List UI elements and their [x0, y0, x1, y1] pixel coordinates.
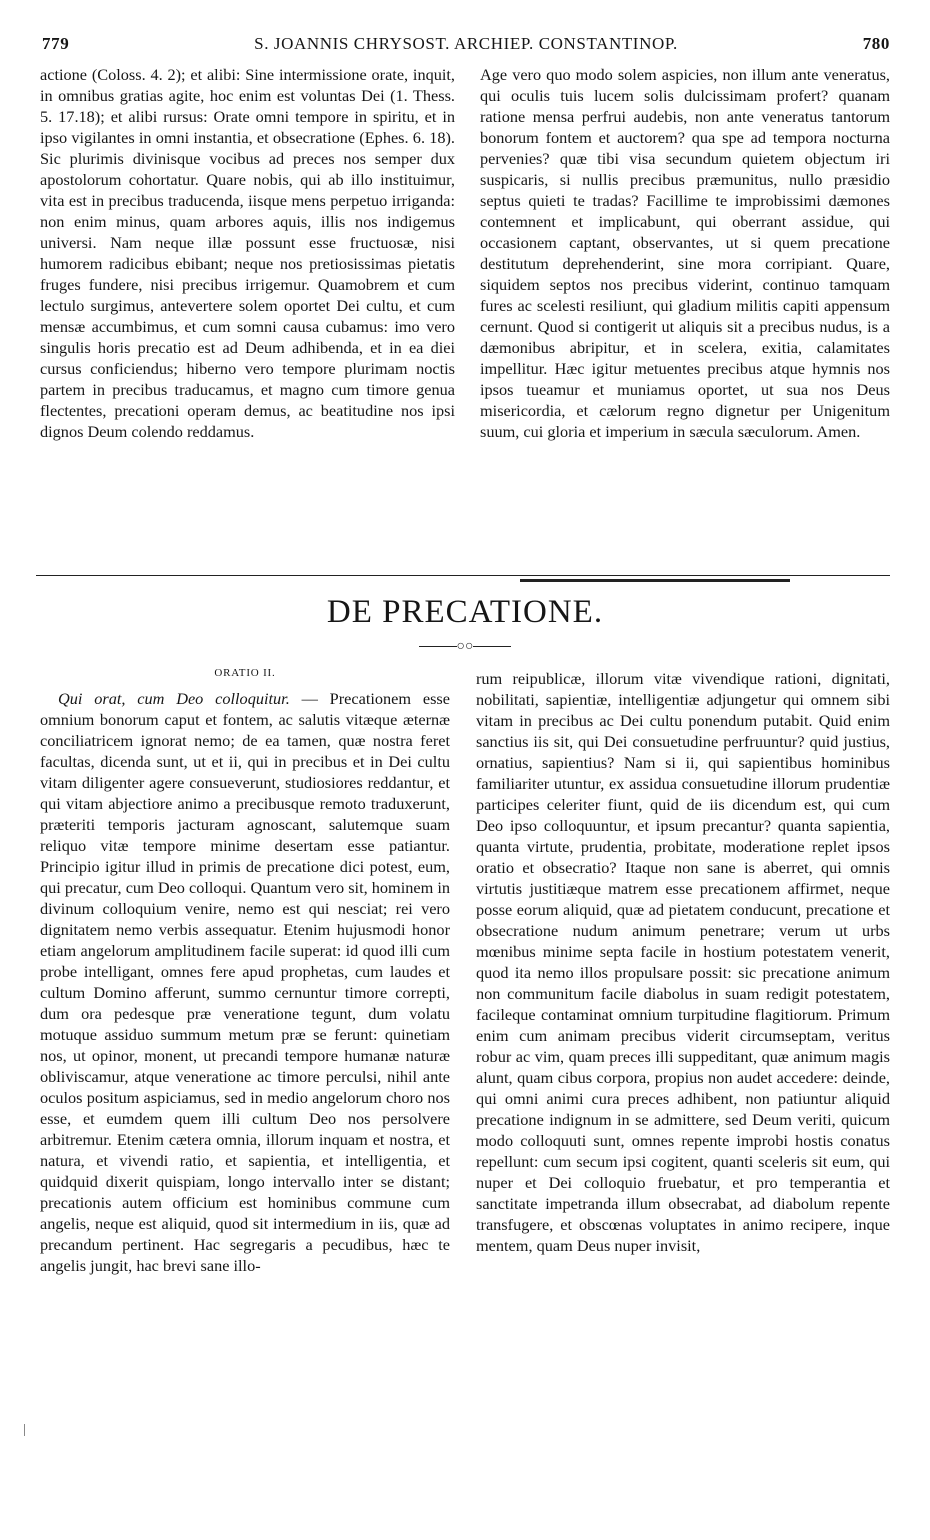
margin-mark	[24, 1424, 27, 1436]
page-number-left: 779	[42, 34, 70, 53]
ornament-dash-right	[473, 646, 511, 647]
bottom-left-body: — Precationem esse omnium bonorum caput et fontem, ac salutis vitæque æternæ conciliatricem ignorat nemo; de ea tamen, quæ nostra feret facultas, dicenda sunt, ut et ii, qui in precibus et in Dei cultu vitam diligenter agere consueverunt, studiosiores reddantur, et qui vitam abjectiore animo a precibusque remoto traduxerunt, præteriti temporis jacturam agnoscant, salutemque suam reliquo vitæ tempore minime desertam esse patiantur. Principio igitur illud in primis de precatione dici potest, eum, qui precatur, cum Deo colloqui. Quantum vero sit, hominem in divinum colloquium venire, nemo est qui nesciat; rei vero dignitatem nemo verbis assequatur. Etenim hujusmodi honor etiam angelorum amplitudinem facile superat: id quod illi cum probe intelligant, omnes fere apud prophetas, cum laudes et cultum Domino afferunt, summo cernuntur timore correpti, dum ora pedesque præ veneratione tegunt, dum volatu motuque assiduo summum metum præ se ferunt: quinetiam nos, ut opinor, monent, ut precandi tempore humanæ naturæ obliviscamur, atque veneratione ac timore perculsi, nihil ante oculos positum aspiciamus, sed in medio angelorum choro nos esse, et eumdem quem illi cultum Deo nos persolvere arbitremur. Etenim cætera omnia, illorum inquam et nostra, et natura, et vivendi ratio, et sapientia, et intelligentia, et quidquid dixerit quispiam, longo intervallo inter se distant; precationis autem officium est hominibus commune cum angelis, neque est aliquid, quod sit intermedium in iis, quæ ad precandum pertinent. Hac segregaris a pecudibus, hæc te angelis jungit, hac brevi sane illo-	[40, 689, 450, 1275]
top-right-column	[480, 64, 890, 442]
section-divider-thin	[36, 575, 890, 576]
running-title: S. JOANNIS CHRYSOST. ARCHIEP. CONSTANTINOP.	[254, 34, 678, 53]
bottom-right-column	[476, 668, 890, 1256]
top-left-paragraph: actione (Coloss. 4. 2); et alibi: Sine intermissione orate, inquit, in omnibus gratias agite, hoc enim est voluntas Dei (1. Thess. 5. 17.18); et alibi rursus: Orate omni tempore in spiritu, et in ipso vigilantes in omni instantia, et obsecratione (Ephes. 6. 18). Sic plurimis divinisque vocibus ad preces nos semper dux apostolorum cohortatur. Quare nobis, qui ab illo instituimur, vita est in precibus traducenda, iisque mens perpetuo irriganda: non enim minus, quam arbores aquis, illis nos indigemus universi. Nam neque illæ possunt esse fructuosæ, nisi humorem radicibus ebibant; neque nos pretiosissimas pietatis fruges fundere, nisi precibus irrigemur. Quamobrem et cum lectulo surgimus, antevertere solem oportet Dei cultu, et cum mensæ accumbimus, et cum somni causa cubamus: imo vero singulis horis precatio est ad Deum adhibenda, et in ea diei cursus conficiendus; hiberno vero tempore plurimam noctis partem in precibus traducamus, et magno cum timore genua flectentes, precationi operam demus, ac beatitudine nos ipsi dignos Deum colendo reddamus.	[40, 65, 455, 441]
bottom-left-paragraph	[40, 688, 450, 1276]
lead-heading: Qui orat, cum Deo colloquitur.	[58, 689, 290, 708]
bottom-right-paragraph: rum reipublicæ, illorum vitæ vivendique rationi, dignitati, nobilitati, sapientiæ, intelligentiæ adjungetur qui omnem sibi vitam in precibus ac Dei cultu ponendum putabit. Quid enim sanctius iis sit, qui Dei consuetudine perfruuntur? quid justius, ornatius, sapientius? Nam si ii, qui sapientibus hominibus familiariter utuntur, ex assidua consuetudine illorum prudentiæ participes celeriter fiunt, quid de iis dicendum est, qui cum Deo ipso colloquuntur, et ipsum precantur? quanta sapientia, quanta virtute, prudentia, probitate, moderatione replet ipsos oratio et obsecratio? Itaque non sane is aberret, qui omnis virtutis justitiæque matrem esse precationem affirmet, neque posse eorum aliquid, quæ ad pietatem conducunt, precatione et obsecratione nudum animum penetrare; verum ut urbs mœnibus minime septa facile in hostium potestatem venerit, quod ita nemo illos propulsare possit: sic precatione animum non communitum facile diabolus in suam redigit potestatem, facileque contaminat omnium turpitudine flagitiorum. Primum enim cum animam precibus viderit circumseptam, veritus robur ac vim, quam preces illi suppeditant, quæ animum magis alunt, quam cibus corpora, propius non audet accedere: deinde, qui omni animi cura preces adhibent, non patiuntur aliquid precatione indignum in se admittere, sed Deum veriti, quicum modo colloquuti sunt, omnes repente improbi hostis conatus repellunt: cum secum ipsi cogitent, quanti sceleris sit eum, qui nuper et Dei colloquio fruebatur, et pro temperantia et sanctitate impetranda illum obsecrabat, ad diabolum repente transfugere, et obscœnas voluptates in animo recipere, inque mentem, quam Deus nuper invisit,	[476, 669, 890, 1255]
page-number-right: 780	[862, 34, 890, 53]
section-title: DE PRECATIONE.	[326, 594, 604, 630]
section-divider-thick	[520, 579, 790, 582]
ornament-glyph: ○○	[456, 639, 474, 654]
running-head	[42, 34, 890, 60]
top-left-column	[40, 64, 455, 442]
oratio-label: ORATIO II.	[214, 667, 276, 679]
top-right-paragraph: Age vero quo modo solem aspicies, non illum ante veneratus, qui oculis tuis lucem solis dulcissimam profert? quanam ratione mensa perfrui audebis, non ante veneratus tantorum bonorum fontem et auctorem? qua spe ad tempora nocturna pervenies? quæ tibi visa secundum quietem objectum iri suspicaris, si nullis precibus præmunitus, nullo præsidio septus quieti te tradas? Facillime te improbissimi dæmones contemnent et implicabunt, qui oberrant assidue, qui occasionem captant, observantes, ut si quem precatione destitutum deprehenderint, sine mora corripiant. Quare, siquidem septos nos precibus viderint, continuo tamquam fures ac scelesti resiliunt, qui gladium militis capiti appensum cernunt. Quod si contigerit ut aliquis sit a precibus nudus, is a dæmonibus abripitur, et in scelera, exitia, calamitates impellitur. Hæc igitur metuentes precibus atque hymnis nos ipsos tueamur et muniamus oportet, ut sua nos Deus misericordia, et cælorum regno dignetur per Unigenitum suum, cui gloria et imperium in sæcula sæculorum. Amen.	[480, 65, 890, 441]
ornament-dash-left	[419, 646, 457, 647]
bottom-left-column	[40, 688, 450, 1276]
title-ornament	[0, 638, 930, 656]
